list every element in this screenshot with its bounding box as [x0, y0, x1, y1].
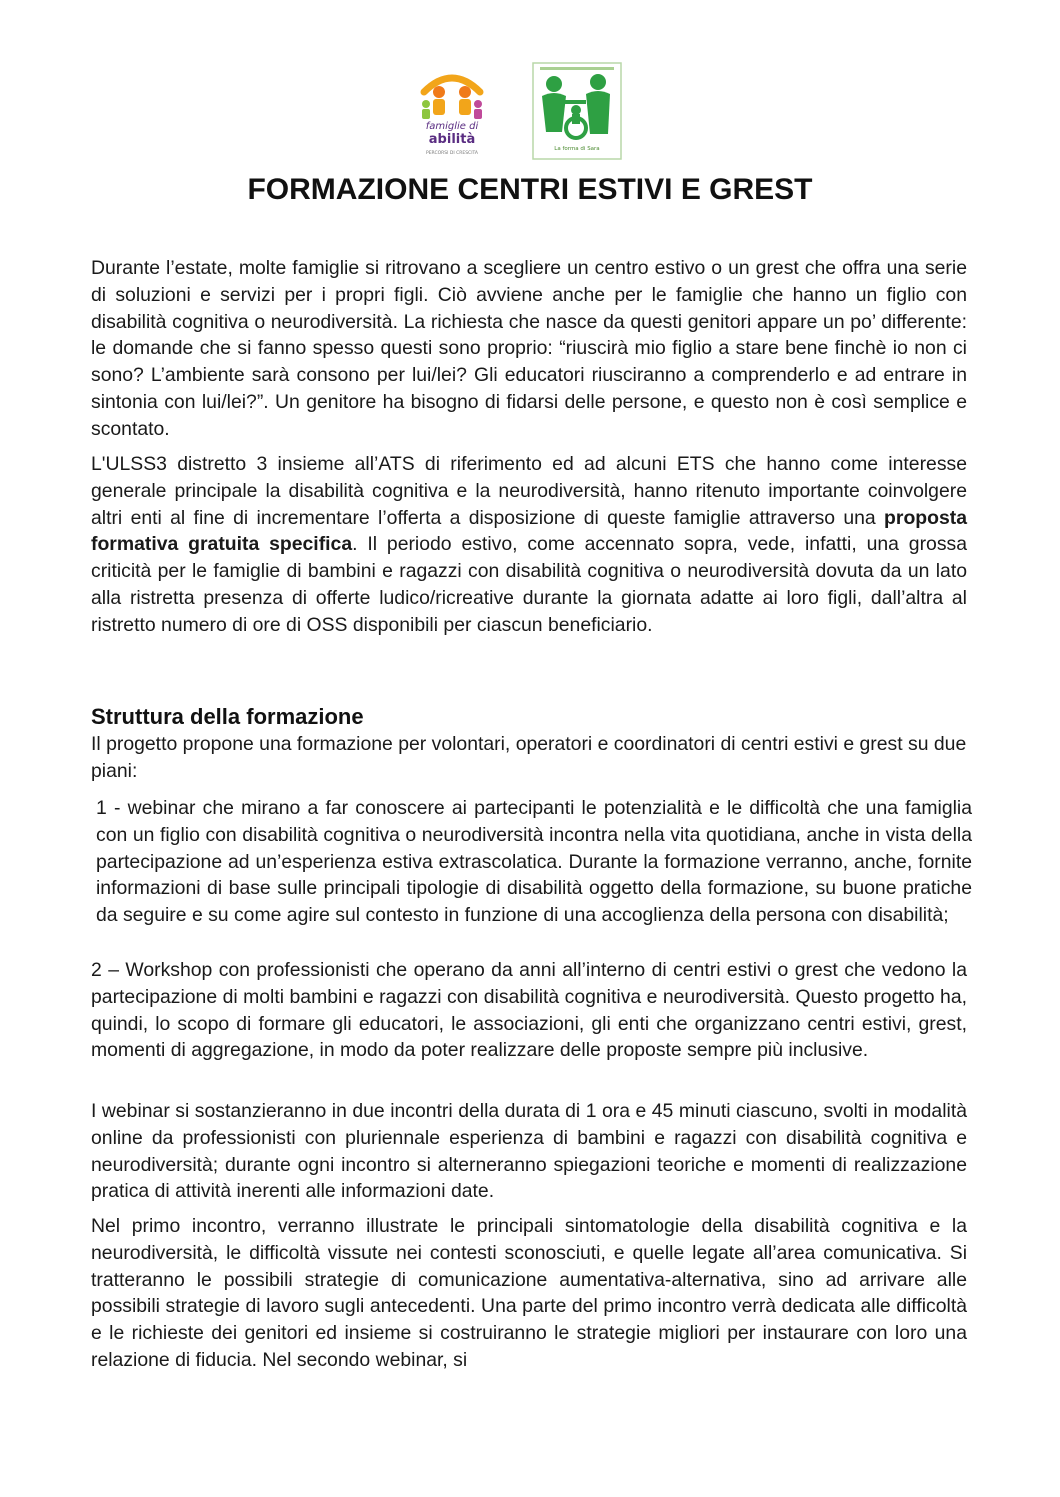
section-paragraph-workshop: 2 – Workshop con professionisti che operano da anni all’interno di centri estivi o grest che vedono la partecipazione di molti bambini e ragazzi con disabilità cognitiva e neurodiversità. Questo progetto ha, quindi, lo scopo di formare gli educatori, le associazioni, gli enti che organizzano centri estivi, grest, momenti di aggregazione, in modo da poter realizzare delle proposte sempre più inclusive. [91, 959, 967, 1062]
la-forma-di-sara-logo [532, 62, 622, 160]
page-title: FORMAZIONE CENTRI ESTIVI E GREST [247, 173, 813, 206]
intro-paragraph-2 [91, 451, 967, 639]
section-paragraph-webinar: 1 - webinar che mirano a far conoscere ai partecipanti le potenzialità e le difficoltà che una famiglia con un figlio con disabilità cognitiva o neurodiversità incontra nella vita quotidiana, anche in vista della partecipazione ad un’esperienza estiva extrascolatica. Durante la formazione verranno, anche, fornite informazioni di base sulle principali tipologie di disabilità oggetto della formazione, su buone pratiche da seguire e su come agire sul contesto in funzione di una accoglienza della persona con disabilità; [96, 797, 972, 927]
famiglie-di-abilita-logo [412, 62, 492, 160]
intro-paragraph-2-bold: proposta formativa gratuita specifica [91, 506, 967, 556]
svg-text:famiglie di: famiglie di [425, 121, 479, 132]
section-paragraph-first-meeting: Nel primo incontro, verranno illustrate le principali sintomatologie della disabilità cognitiva e la neurodiversità, le difficoltà vissute nei contesti sconosciuti, e quelle legate all’area comunicativa. Si tratteranno le possibili strategie di comunicazione aumentativa-alternativa, sino ad arrivare alle possibili strategie di lavoro sugli antecedenti. Una parte del primo incontro verrà dedicata alle difficoltà e le richieste dei genitori ed insieme si costruiranno le strategie migliori per instaurare con loro una relazione di fiducia. Nel secondo webinar, si [91, 1215, 967, 1371]
svg-text:La forma di Sara: La forma di Sara [554, 146, 600, 152]
intro-paragraph-2-start: L'ULSS3 distretto 3 insieme all’ATS di riferimento ed ad alcuni ETS che hanno come interesse generale principale la disabilità cognitiva e la neurodiversità, hanno ritenuto importante coinvolgere altri enti al fine di incrementare l’offerta a disposizione di queste famiglie attraverso una [91, 453, 967, 529]
svg-text:abilità: abilità [428, 132, 476, 147]
section-paragraph-webinar-details: I webinar si sostanzieranno in due incontri della durata di 1 ora e 45 minuti ciascuno, svolti in modalità online da professionisti con pluriennale esperienza di bambini e ragazzi con disabilità cognitiva e neurodiversità; durante ogni incontro si alterneranno spiegazioni teoriche e momenti di realizzazione pratica di attività inerenti alle informazioni date. [91, 1100, 967, 1203]
svg-text:PERCORSI DI CRESCITA: PERCORSI DI CRESCITA [425, 151, 479, 156]
logos-header [0, 62, 1060, 160]
intro-paragraph-1: Durante l’estate, molte famiglie si ritrovano a scegliere un centro estivo o un grest che offra una serie di soluzioni e servizi per i propri figli. Ciò avviene anche per le famiglie che hanno un figlio con disabilità cognitiva o neurodiversità. La richiesta che nasce da questi genitori appare un po’ differente: le domande che si fanno spesso questi sono proprio: “riuscirà mio figlio a stare bene finchè io non ci sono? L’ambiente sarà consono per lui/lei? Gli educatori riusciranno a comprenderlo e ad entrare in sintonia con lui/lei?”. Un genitore ha bisogno di fidarsi delle persone, e questo non è così semplice e scontato. [91, 257, 967, 440]
section-heading: Struttura della formazione [91, 704, 364, 729]
section-paragraph-1: Il progetto propone una formazione per volontari, operatori e coordinatori di centri estivi e grest su due piani: [91, 733, 967, 782]
intro-paragraph-2-end: . Il periodo estivo, come accennato sopra, vede, infatti, una grossa criticità per le famiglie di bambini e ragazzi con disabilità cognitiva o neurodiversità dovuta da un lato alla ristretta presenza di offerte ludico/ricreative durante la giornata adatte ai loro figli, dall’altra al ristretto numero di ore di OSS disponibili per ciascun beneficiario. [91, 533, 967, 636]
